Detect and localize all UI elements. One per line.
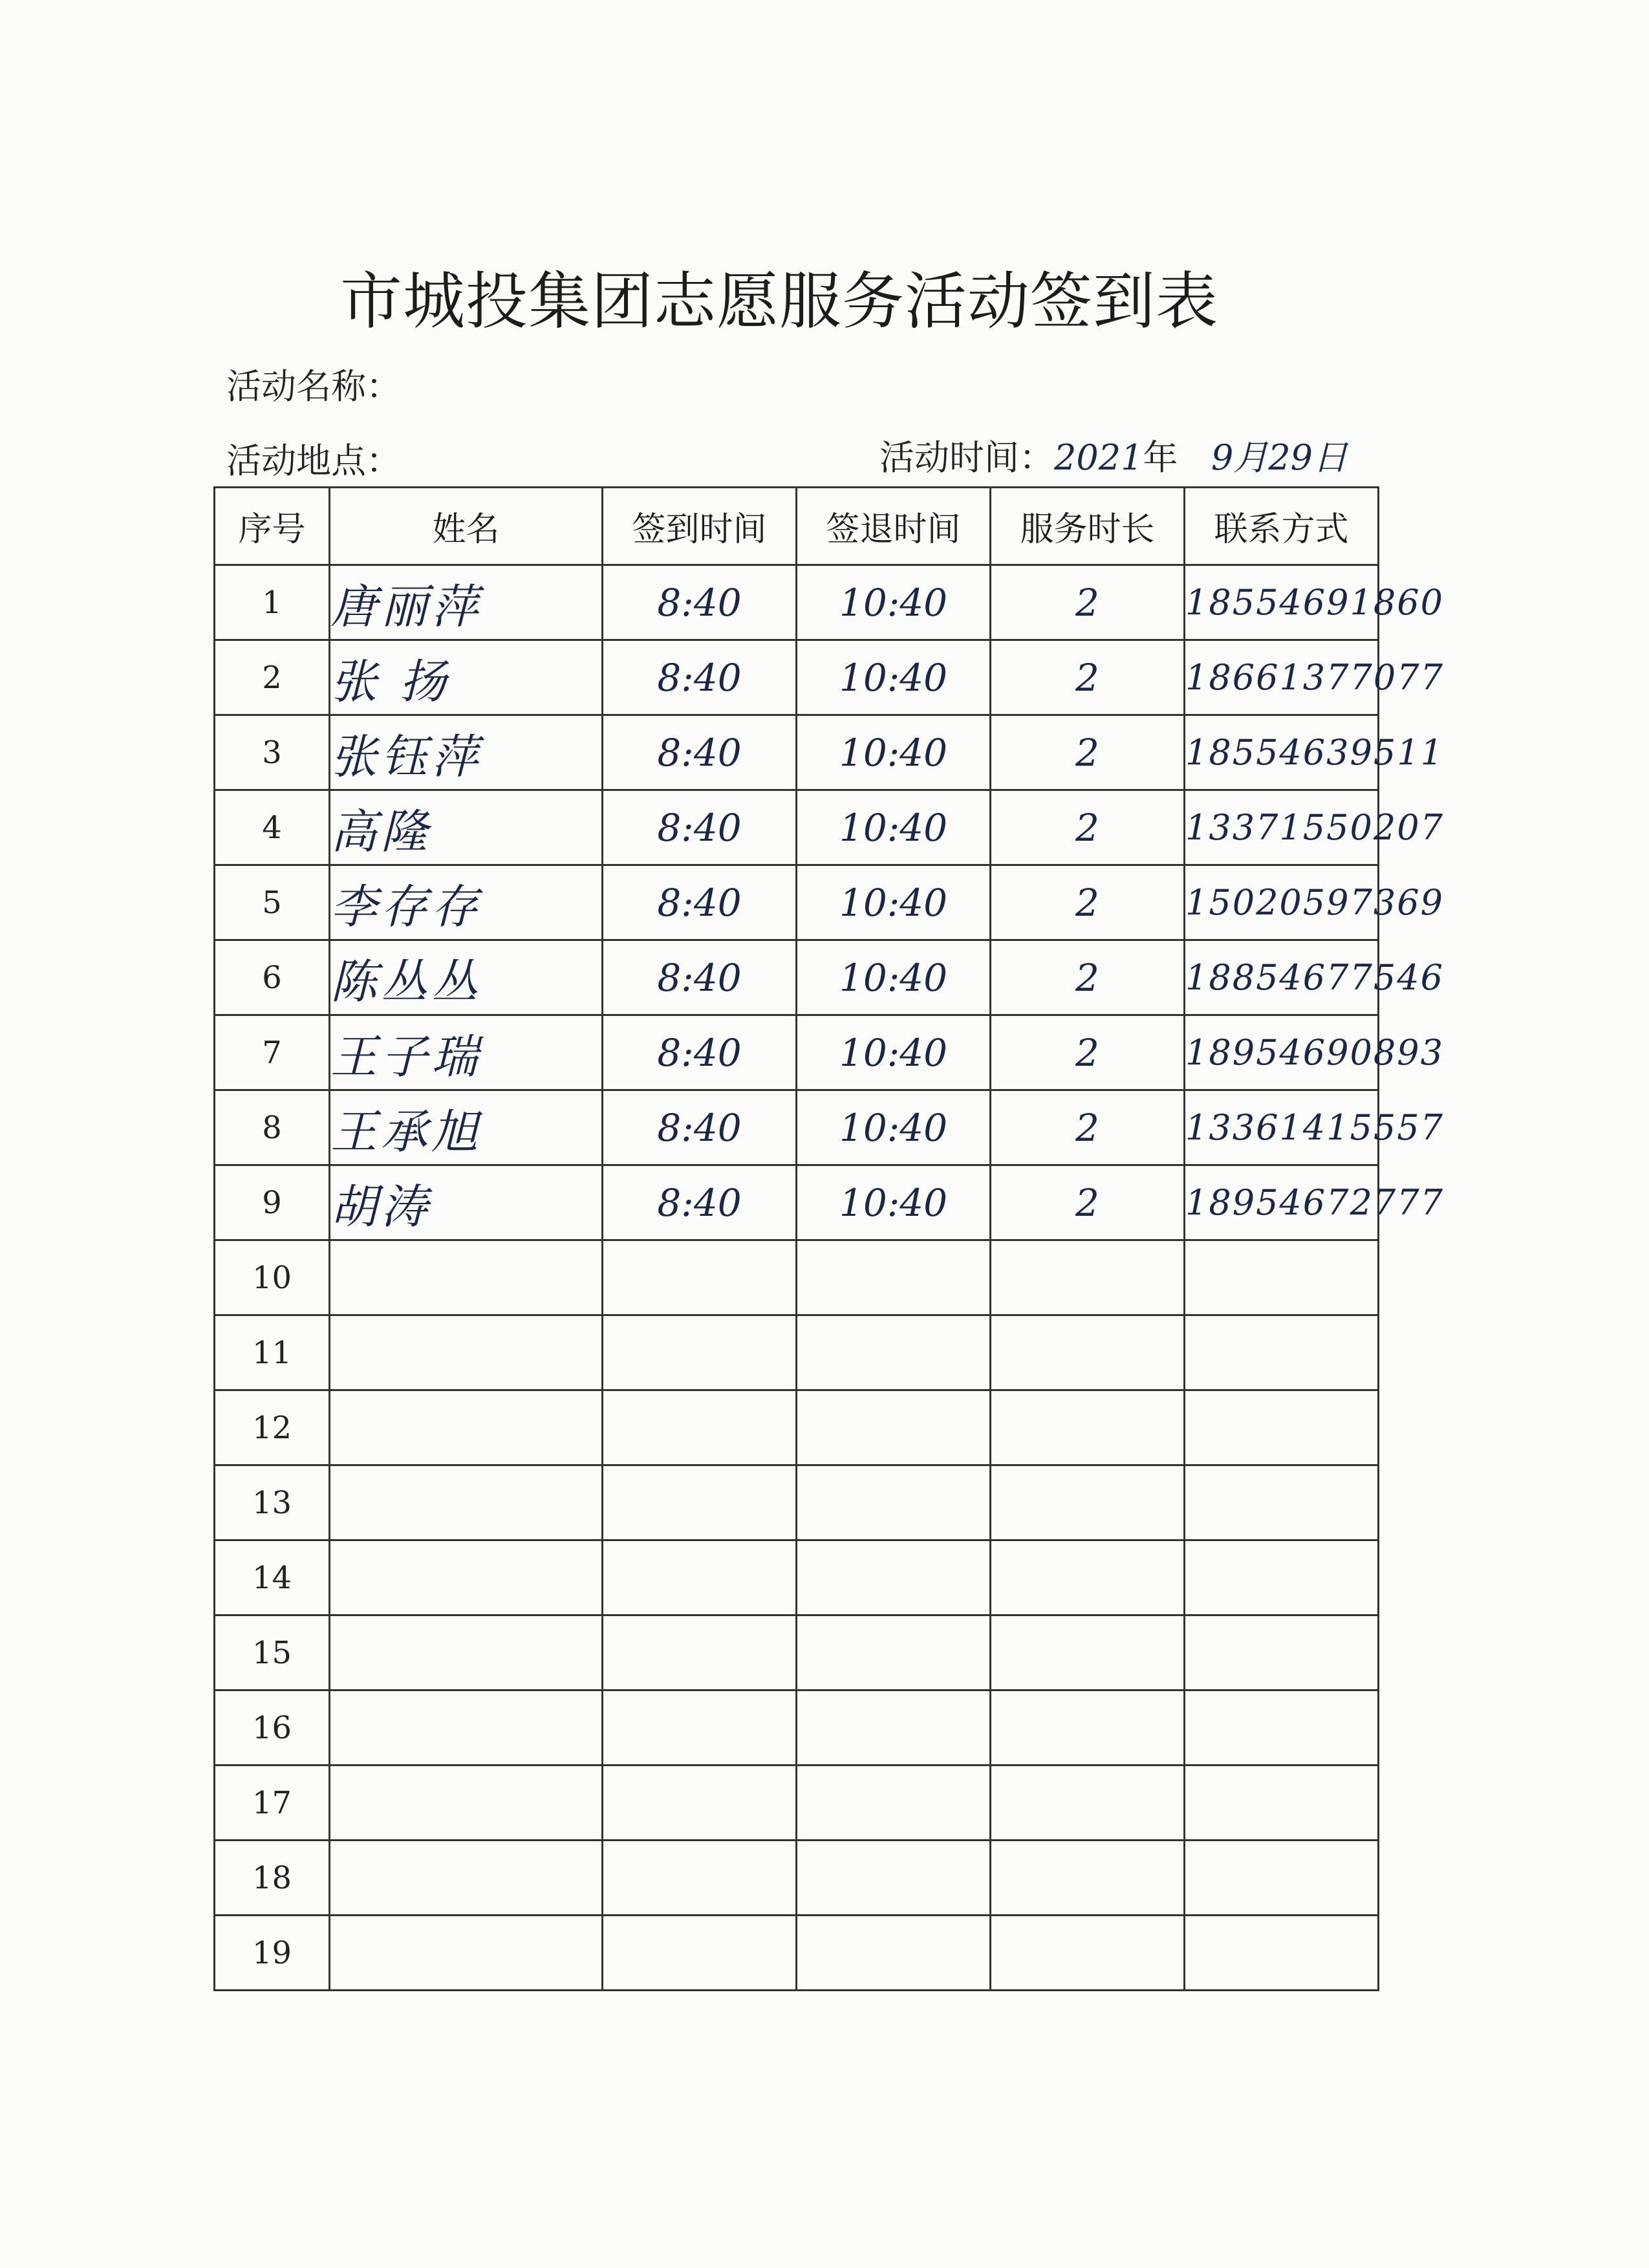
row-number: 19 — [215, 1916, 330, 1991]
signin-time: 8:40 — [603, 865, 797, 940]
signout-time: 10:40 — [797, 640, 991, 715]
table-row — [215, 865, 1379, 940]
row-number: 14 — [215, 1540, 330, 1615]
column-header-service-hours: 服务时长 — [991, 488, 1185, 565]
column-header-contact: 联系方式 — [1185, 488, 1379, 565]
service-hours — [991, 1615, 1185, 1690]
activity-place-field — [226, 433, 401, 483]
row-number: 1 — [215, 565, 330, 640]
signature-name — [330, 1841, 603, 1916]
activity-year-unit: 年 — [1143, 437, 1178, 478]
signout-time: 10:40 — [797, 1165, 991, 1240]
signin-time: 8:40 — [603, 640, 797, 715]
signin-table — [213, 486, 1444, 1991]
service-hours — [991, 1841, 1185, 1916]
signin-time: 8:40 — [603, 1015, 797, 1090]
table-row — [215, 1916, 1379, 1991]
service-hours — [991, 1315, 1185, 1390]
signin-time — [603, 1390, 797, 1465]
signin-time — [603, 1841, 797, 1916]
signout-time: 10:40 — [797, 790, 991, 865]
table-row — [215, 1465, 1379, 1540]
signout-time — [797, 1916, 991, 1991]
service-hours — [991, 1390, 1185, 1465]
signout-time: 10:40 — [797, 1090, 991, 1165]
signout-time — [797, 1390, 991, 1465]
signin-time: 8:40 — [603, 565, 797, 640]
signout-time: 10:40 — [797, 715, 991, 790]
row-number: 5 — [215, 865, 330, 940]
activity-year-value: 2021 — [1054, 437, 1143, 478]
signature-name: 张钰萍 — [330, 715, 603, 790]
activity-date-value: 9月29日 — [1211, 437, 1348, 478]
service-hours: 2 — [991, 1090, 1185, 1165]
contact-phone — [1185, 1540, 1379, 1615]
row-number: 6 — [215, 940, 330, 1015]
service-hours: 2 — [991, 790, 1185, 865]
signout-time — [797, 1690, 991, 1766]
table-row — [215, 1240, 1379, 1315]
table-row — [215, 1540, 1379, 1615]
contact-phone: 18854677546 — [1185, 940, 1379, 1015]
signout-time — [797, 1240, 991, 1315]
signin-time — [603, 1615, 797, 1690]
row-number: 12 — [215, 1390, 330, 1465]
signin-time: 8:40 — [603, 1090, 797, 1165]
signout-time — [797, 1465, 991, 1540]
signature-name: 唐丽萍 — [330, 565, 603, 640]
activity-time-field — [879, 430, 1348, 480]
row-number: 9 — [215, 1165, 330, 1240]
signin-time — [603, 1465, 797, 1540]
signin-time: 8:40 — [603, 790, 797, 865]
service-hours: 2 — [991, 715, 1185, 790]
table-row — [215, 640, 1379, 715]
contact-phone: 13361415557 — [1185, 1090, 1379, 1165]
signature-name: 胡涛 — [330, 1165, 603, 1240]
column-header-no: 序号 — [215, 488, 330, 565]
signin-time — [603, 1315, 797, 1390]
signout-time: 10:40 — [797, 1015, 991, 1090]
signature-name — [330, 1916, 603, 1991]
service-hours: 2 — [991, 565, 1185, 640]
column-header-signout-time: 签退时间 — [797, 488, 991, 565]
contact-phone — [1185, 1240, 1379, 1315]
signin-time — [603, 1766, 797, 1841]
row-number: 4 — [215, 790, 330, 865]
service-hours — [991, 1540, 1185, 1615]
contact-phone: 18554691860 — [1185, 565, 1379, 640]
column-header-signin-time: 签到时间 — [603, 488, 797, 565]
row-number: 15 — [215, 1615, 330, 1690]
table-row — [215, 1766, 1379, 1841]
service-hours — [991, 1240, 1185, 1315]
table-row — [215, 1165, 1379, 1240]
signature-name — [330, 1615, 603, 1690]
signin-time — [603, 1240, 797, 1315]
contact-phone — [1185, 1315, 1379, 1390]
service-hours — [991, 1690, 1185, 1766]
table-row — [215, 565, 1379, 640]
table-row — [215, 715, 1379, 790]
service-hours — [991, 1916, 1185, 1991]
contact-phone — [1185, 1766, 1379, 1841]
row-number: 11 — [215, 1315, 330, 1390]
signature-name — [330, 1315, 603, 1390]
service-hours: 2 — [991, 1015, 1185, 1090]
signout-time: 10:40 — [797, 940, 991, 1015]
table-row — [215, 790, 1379, 865]
signin-time: 8:40 — [603, 1165, 797, 1240]
contact-phone: 18661377077 — [1185, 640, 1379, 715]
contact-phone: 15020597369 — [1185, 865, 1379, 940]
signature-name — [330, 1240, 603, 1315]
row-number: 16 — [215, 1690, 330, 1766]
signin-time — [603, 1916, 797, 1991]
contact-phone — [1185, 1615, 1379, 1690]
signature-name — [330, 1390, 603, 1465]
contact-phone: 18954672777 — [1185, 1165, 1379, 1240]
row-number: 17 — [215, 1766, 330, 1841]
contact-phone — [1185, 1841, 1379, 1916]
table-row — [215, 1315, 1379, 1390]
contact-phone — [1185, 1690, 1379, 1766]
signature-name: 张 扬 — [330, 640, 603, 715]
contact-phone: 13371550207 — [1185, 790, 1379, 865]
signout-time — [797, 1315, 991, 1390]
table-row — [215, 1615, 1379, 1690]
activity-time-label: 活动时间： — [879, 437, 1054, 478]
signout-time: 10:40 — [797, 865, 991, 940]
column-header-name: 姓名 — [330, 488, 603, 565]
contact-phone — [1185, 1390, 1379, 1465]
activity-name-field — [226, 359, 401, 409]
signature-name — [330, 1766, 603, 1841]
table-row — [215, 1690, 1379, 1766]
service-hours: 2 — [991, 1165, 1185, 1240]
signature-name — [330, 1540, 603, 1615]
table-row — [215, 1841, 1379, 1916]
signin-time: 8:40 — [603, 940, 797, 1015]
activity-name-label: 活动名称： — [226, 366, 401, 407]
signin-time — [603, 1540, 797, 1615]
signout-time: 10:40 — [797, 565, 991, 640]
row-number: 18 — [215, 1841, 330, 1916]
signature-name: 陈丛丛 — [330, 940, 603, 1015]
signature-name: 王子瑞 — [330, 1015, 603, 1090]
page-title: 市城投集团志愿服务活动签到表 — [340, 265, 1218, 338]
row-number: 10 — [215, 1240, 330, 1315]
service-hours: 2 — [991, 640, 1185, 715]
table-header-row — [215, 488, 1379, 565]
row-number: 13 — [215, 1465, 330, 1540]
signature-name: 高隆 — [330, 790, 603, 865]
row-number: 8 — [215, 1090, 330, 1165]
contact-phone: 18954690893 — [1185, 1015, 1379, 1090]
signature-name: 王承旭 — [330, 1090, 603, 1165]
contact-phone — [1185, 1916, 1379, 1991]
row-number: 2 — [215, 640, 330, 715]
signin-time: 8:40 — [603, 715, 797, 790]
signature-name — [330, 1690, 603, 1766]
contact-phone: 18554639511 — [1185, 715, 1379, 790]
service-hours — [991, 1766, 1185, 1841]
signature-name: 李存存 — [330, 865, 603, 940]
table-row — [215, 1090, 1379, 1165]
signout-time — [797, 1615, 991, 1690]
table-row — [215, 1390, 1379, 1465]
row-number: 3 — [215, 715, 330, 790]
activity-place-label: 活动地点： — [226, 440, 401, 481]
table-row — [215, 1015, 1379, 1090]
service-hours: 2 — [991, 865, 1185, 940]
table-row — [215, 940, 1379, 1015]
signout-time — [797, 1766, 991, 1841]
signout-time — [797, 1841, 991, 1916]
contact-phone — [1185, 1465, 1379, 1540]
signature-name — [330, 1465, 603, 1540]
service-hours: 2 — [991, 940, 1185, 1015]
service-hours — [991, 1465, 1185, 1540]
signin-time — [603, 1690, 797, 1766]
row-number: 7 — [215, 1015, 330, 1090]
signout-time — [797, 1540, 991, 1615]
